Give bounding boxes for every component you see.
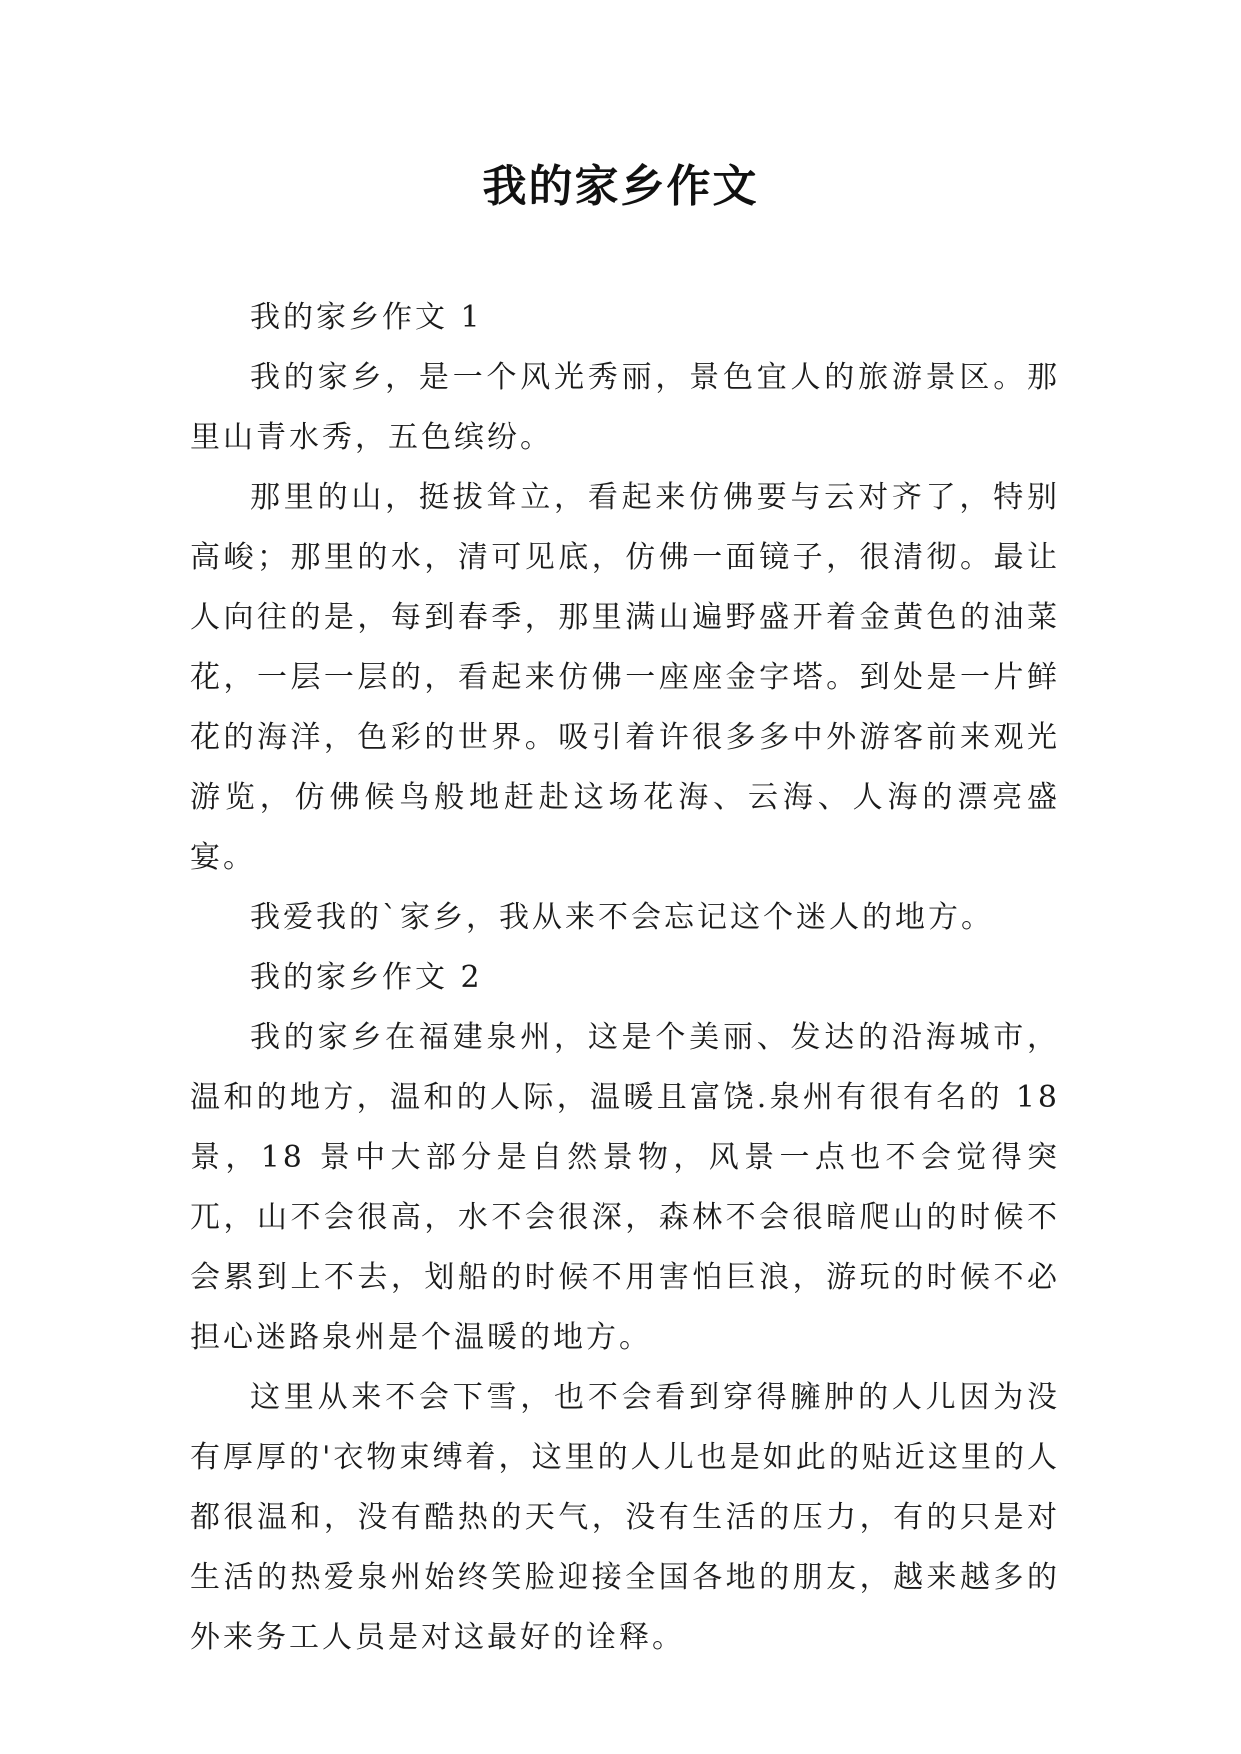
section-heading-1: 我的家乡作文 1 bbox=[250, 300, 483, 335]
paragraph: 这里从来不会下雪，也不会看到穿得臃肿的人儿因为没有厚厚的'衣物束缚着，这里的人儿也是如此的贴近这里的人都很温和，没有酷热的天气，没有生活的压力，有的只是对生活的热爱泉州始终笑脸迎接全国各地的朋友，越来越多的外来务工人员是对这最好的诠释。 bbox=[190, 1380, 1060, 1655]
paragraph: 我的家乡，是一个风光秀丽，景色宜人的旅游景区。那里山青水秀，五色缤纷。 bbox=[190, 360, 1060, 455]
paragraph: 那里的山，挺拔耸立，看起来仿佛要与云对齐了，特别高峻；那里的水，清可见底，仿佛一面镜子，很清彻。最让人向往的是，每到春季，那里满山遍野盛开着金黄色的油菜花，一层一层的，看起来仿佛一座座金字塔。到处是一片鲜花的海洋，色彩的世界。吸引着许很多多中外游客前来观光游览，仿佛候鸟般地赶赴这场花海、云海、人海的漂亮盛宴。 bbox=[190, 480, 1060, 875]
document-title: 我的家乡作文 bbox=[482, 161, 759, 212]
paragraph: 我的家乡在福建泉州，这是个美丽、发达的沿海城市，温和的地方，温和的人际，温暖且富饶.泉州有很有名的 18 景，18 景中大部分是自然景物，风景一点也不会觉得突兀，山不会很高，水不会很深，森林不会很暗爬山的时候不会累到上不去，划船的时候不用害怕巨浪，游玩的时候不必担心迷路泉州是个温暖的地方。 bbox=[190, 1020, 1060, 1355]
document-body bbox=[190, 288, 1060, 1668]
section-heading-2: 我的家乡作文 2 bbox=[250, 960, 483, 995]
paragraph: 我爱我的`家乡，我从来不会忘记这个迷人的地方。 bbox=[250, 900, 994, 935]
